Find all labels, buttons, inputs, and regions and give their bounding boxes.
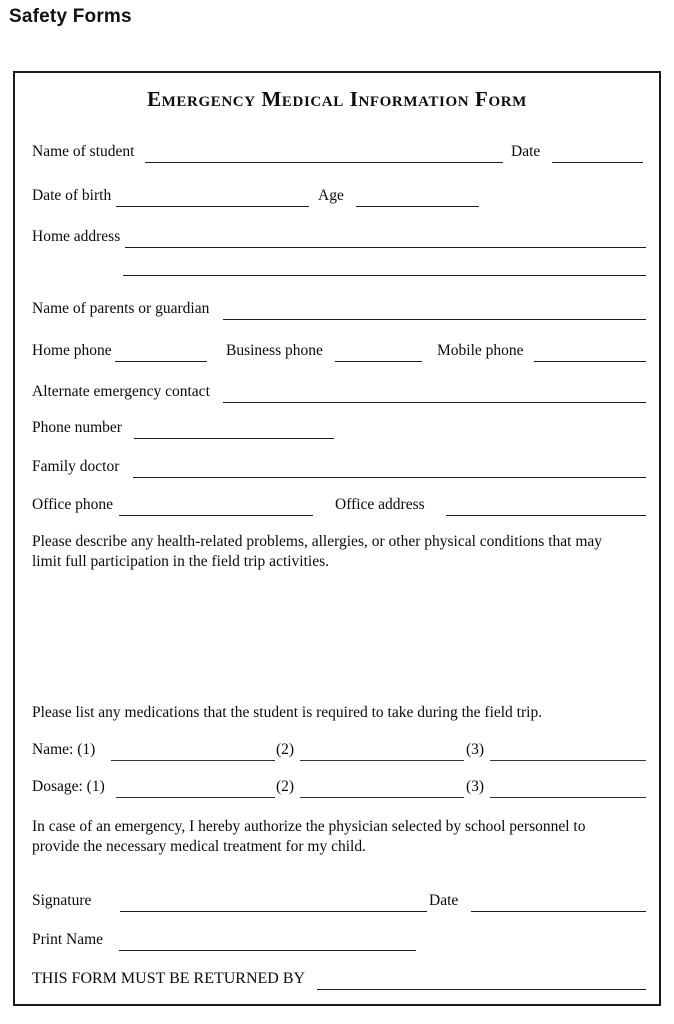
label-signature-date: Date — [429, 892, 459, 909]
input-age[interactable] — [356, 206, 479, 207]
page-title: Safety Forms — [9, 6, 132, 27]
emergency-medical-form — [13, 71, 661, 1006]
label-name-of-parents: Name of parents or guardian — [32, 300, 210, 317]
label-business-phone: Business phone — [226, 342, 323, 359]
label-alternate-contact: Alternate emergency contact — [32, 383, 210, 400]
input-home-phone[interactable] — [115, 361, 207, 362]
input-home-address-line1[interactable] — [125, 247, 646, 248]
input-signature[interactable] — [120, 911, 427, 912]
input-medication-name-2[interactable] — [300, 760, 464, 761]
health-conditions-write-area[interactable] — [32, 573, 632, 683]
label-family-doctor: Family doctor — [32, 458, 120, 475]
input-office-address[interactable] — [446, 515, 646, 516]
input-phone-number[interactable] — [134, 438, 334, 439]
input-family-doctor[interactable] — [133, 477, 646, 478]
label-medication-dosage: Dosage: (1) — [32, 778, 105, 795]
label-age: Age — [318, 187, 344, 204]
label-medication-name-2: (2) — [276, 741, 295, 758]
label-date: Date — [511, 143, 541, 160]
label-phone-number: Phone number — [32, 419, 122, 436]
form-title: Emergency Medical Information Form — [147, 87, 527, 111]
input-print-name[interactable] — [119, 950, 416, 951]
label-home-address: Home address — [32, 228, 121, 245]
label-office-address: Office address — [335, 496, 425, 513]
paragraph-health-conditions: Please describe any health-related problems, allergies, or other physical conditions that may limit full participation in the field trip activities. — [32, 533, 603, 570]
input-mobile-phone[interactable] — [534, 361, 646, 362]
input-business-phone[interactable] — [335, 361, 422, 362]
label-mobile-phone: Mobile phone — [437, 342, 524, 359]
input-medication-name-1[interactable] — [111, 760, 275, 761]
input-alternate-contact[interactable] — [223, 402, 646, 403]
label-medication-dosage-3: (3) — [466, 778, 485, 795]
input-home-address-line2[interactable] — [123, 275, 646, 276]
label-medication-dosage-2: (2) — [276, 778, 295, 795]
input-office-phone[interactable] — [119, 515, 313, 516]
label-office-phone: Office phone — [32, 496, 114, 513]
input-return-by[interactable] — [317, 989, 646, 990]
label-return-by: THIS FORM MUST BE RETURNED BY — [32, 970, 306, 987]
input-medication-dosage-1[interactable] — [116, 797, 275, 798]
input-name-of-parents[interactable] — [223, 319, 646, 320]
input-date[interactable] — [552, 162, 643, 163]
label-name-of-student: Name of student — [32, 143, 135, 160]
paragraph-medications: Please list any medications that the student is required to take during the field trip. — [32, 704, 543, 721]
label-medication-name-3: (3) — [466, 741, 485, 758]
input-medication-dosage-3[interactable] — [490, 797, 646, 798]
label-signature: Signature — [32, 892, 92, 909]
input-name-of-student[interactable] — [145, 162, 503, 163]
input-medication-dosage-2[interactable] — [300, 797, 464, 798]
input-medication-name-3[interactable] — [490, 760, 646, 761]
paragraph-authorization: In case of an emergency, I hereby authorize the physician selected by school personnel to provide the necessary medical treatment for my child. — [32, 818, 586, 855]
input-signature-date[interactable] — [471, 911, 646, 912]
label-date-of-birth: Date of birth — [32, 187, 112, 204]
label-print-name: Print Name — [32, 931, 104, 948]
input-date-of-birth[interactable] — [116, 206, 309, 207]
label-home-phone: Home phone — [32, 342, 112, 359]
label-medication-name: Name: (1) — [32, 741, 96, 758]
